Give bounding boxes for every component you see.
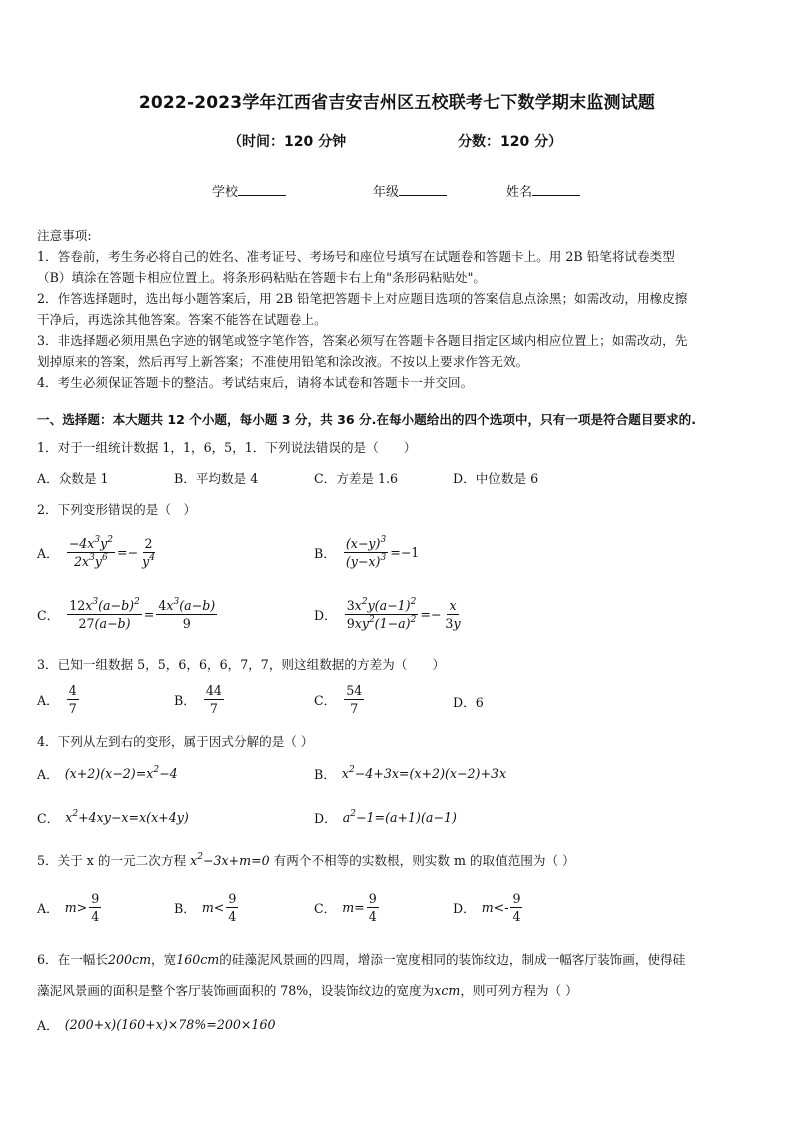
fraction: $\frac{12x^3(a-b)^2}{27(a-b)}$ bbox=[69, 597, 140, 631]
school-label: 学校 bbox=[212, 185, 239, 200]
notes-line: 2．作答选择题时，选出每小题答案后，用 2B 铅笔把答题卡上对应题目选项的答案信息点涂黑；如需改动，用橡皮擦 bbox=[37, 291, 688, 306]
q1-option-c[interactable]: C．方差是 1.6 bbox=[314, 471, 399, 486]
q5-option-c[interactable]: C． m= $\frac{9}{4}$ bbox=[314, 891, 377, 924]
notes-line: 1．答卷前，考生务必将自己的姓名、准考证号、考场号和座位号填写在试题卷和答题卡上。用 2B 铅笔将试卷类型 bbox=[37, 249, 675, 264]
question-4-stem: 4．下列从左到右的变形，属于因式分解的是（ ） bbox=[37, 734, 314, 749]
q1-option-b[interactable]: B．平均数是 4 bbox=[174, 471, 259, 486]
q2-option-a[interactable]: A． $\frac{-4x^3y^2}{2x^3y^6}$ =− $\frac{2}{y^4}$ bbox=[37, 535, 155, 569]
fraction: $\frac{54}{7}$ bbox=[346, 683, 363, 716]
q2-option-c[interactable]: C． $\frac{12x^3(a-b)^2}{27(a-b)}$ = $\frac{4x^3(a-b)}{9}$ bbox=[37, 597, 216, 631]
notes-line: 4．考生必须保证答题卡的整洁。考试结束后，请将本试卷和答题卡一并交回。 bbox=[37, 375, 474, 390]
fraction: $\frac{(x-y)^3}{(y-x)^3}$ bbox=[345, 535, 387, 569]
notes-heading: 注意事项: bbox=[37, 228, 92, 243]
fraction: $\frac{x}{3y}$ bbox=[445, 598, 461, 631]
notes-line: （B）填涂在答题卡相应位置上。将条形码粘贴在答题卡右上角"条形码粘贴处"。 bbox=[37, 270, 487, 285]
grade-blank bbox=[399, 183, 447, 196]
section-heading: 一、选择题：本大题共 12 个小题，每小题 3 分，共 36 分.在每小题给出的四个选项中，只有一项是符合题目要求的. bbox=[37, 412, 697, 427]
fraction: $\frac{9}{4}$ bbox=[368, 891, 377, 924]
q3-option-b[interactable]: B． $\frac{44}{7}$ bbox=[174, 683, 222, 716]
fraction: $\frac{4}{7}$ bbox=[68, 683, 77, 716]
q1-option-a[interactable]: A．众数是 1 bbox=[37, 471, 109, 486]
notes-line: 干净后，再选涂其他答案。答案不能答在试题卷上。 bbox=[37, 312, 327, 327]
fraction: $\frac{3x^2y(a-1)^2}{9xy^2(1-a)^2}$ bbox=[346, 597, 417, 631]
q4-option-c[interactable]: C． $x^2+4xy-x=x(x+4y)$ bbox=[37, 809, 189, 826]
q3-option-a[interactable]: A． $\frac{4}{7}$ bbox=[37, 683, 77, 716]
name-field[interactable] bbox=[506, 181, 580, 200]
q6-option-a[interactable]: A． (200+x)(160+x)×78%=200×160 bbox=[37, 1017, 276, 1033]
notes-line: 划掉原来的答案，然后再写上新答案；不准使用铅笔和涂改液。不按以上要求作答无效。 bbox=[37, 354, 529, 369]
grade-field[interactable] bbox=[373, 181, 447, 200]
q3-option-c[interactable]: C． $\frac{54}{7}$ bbox=[314, 683, 363, 716]
question-6-stem-line-2: 藻泥风景画的面积是整个客厅装饰画面积的 78%，设装饰纹边的宽度为xcm，则可列方程为（ ） bbox=[37, 983, 578, 998]
q3-option-d[interactable]: D．6 bbox=[453, 695, 484, 710]
q5-option-a[interactable]: A． m> $\frac{9}{4}$ bbox=[37, 891, 100, 924]
q1-option-d[interactable]: D．中位数是 6 bbox=[453, 471, 539, 486]
fraction: $\frac{9}{4}$ bbox=[512, 891, 521, 924]
fraction: $\frac{9}{4}$ bbox=[91, 891, 100, 924]
page-title: 2022-2023学年江西省吉安吉州区五校联考七下数学期末监测试题 bbox=[138, 93, 656, 113]
q4-option-b[interactable]: B． $x^2-4+3x=(x+2)(x-2)+3x$ bbox=[314, 765, 507, 782]
school-blank bbox=[238, 183, 286, 196]
question-3-stem: 3．已知一组数据 5，5，6，6，6，7，7，则这组数据的方差为（ ） bbox=[37, 657, 446, 672]
school-field[interactable] bbox=[212, 181, 286, 200]
q5-option-b[interactable]: B． m< $\frac{9}{4}$ bbox=[174, 891, 237, 924]
q5-option-d[interactable]: D． m<- $\frac{9}{4}$ bbox=[453, 891, 521, 924]
fraction: $\frac{44}{7}$ bbox=[205, 683, 222, 716]
question-1-stem: 1．对于一组统计数据 1，1，6，5，1．下列说法错误的是（ ） bbox=[37, 440, 417, 455]
q2-option-d[interactable]: D． $\frac{3x^2y(a-1)^2}{9xy^2(1-a)^2}$ =− $\frac{x}{3y}$ bbox=[314, 597, 461, 631]
q4-option-d[interactable]: D． $a^2-1=(a+1)(a-1)$ bbox=[314, 809, 457, 826]
name-blank bbox=[532, 183, 580, 196]
fraction: $\frac{2}{y^4}$ bbox=[142, 536, 155, 569]
fraction: $\frac{4x^3(a-b)}{9}$ bbox=[158, 597, 216, 631]
name-label: 姓名 bbox=[506, 185, 533, 200]
q4-option-a[interactable]: A． $(x+2)(x-2)=x^2-4$ bbox=[37, 765, 178, 782]
question-5-stem: 5．关于 x 的一元二次方程 $x^2-3x+m=0$ 有两个不相等的实数根，则实数 m 的取值范围为（ ） bbox=[37, 852, 575, 868]
notes-block bbox=[37, 225, 759, 393]
grade-label: 年级 bbox=[373, 185, 400, 200]
exam-time: （时间：120 分钟 bbox=[228, 134, 347, 150]
notes-line: 3．非选择题必须用黑色字迹的钢笔或签字笔作答，答案必须写在答题卡各题目指定区域内相应位置上；如需改动，先 bbox=[37, 333, 688, 348]
fraction: $\frac{9}{4}$ bbox=[228, 891, 237, 924]
question-2-stem: 2．下列变形错误的是（ ） bbox=[37, 502, 197, 517]
exam-score: 分数：120 分） bbox=[458, 134, 563, 150]
question-6-stem-line-1: 6．在一幅长200cm，宽160cm的硅藻泥风景画的四周，增添一宽度相同的装饰纹边，制成一幅客厅装饰画，使得硅 bbox=[37, 952, 686, 967]
fraction: $\frac{-4x^3y^2}{2x^3y^6}$ bbox=[68, 535, 113, 569]
q2-option-b[interactable]: B． $\frac{(x-y)^3}{(y-x)^3}$ =−1 bbox=[314, 535, 420, 569]
